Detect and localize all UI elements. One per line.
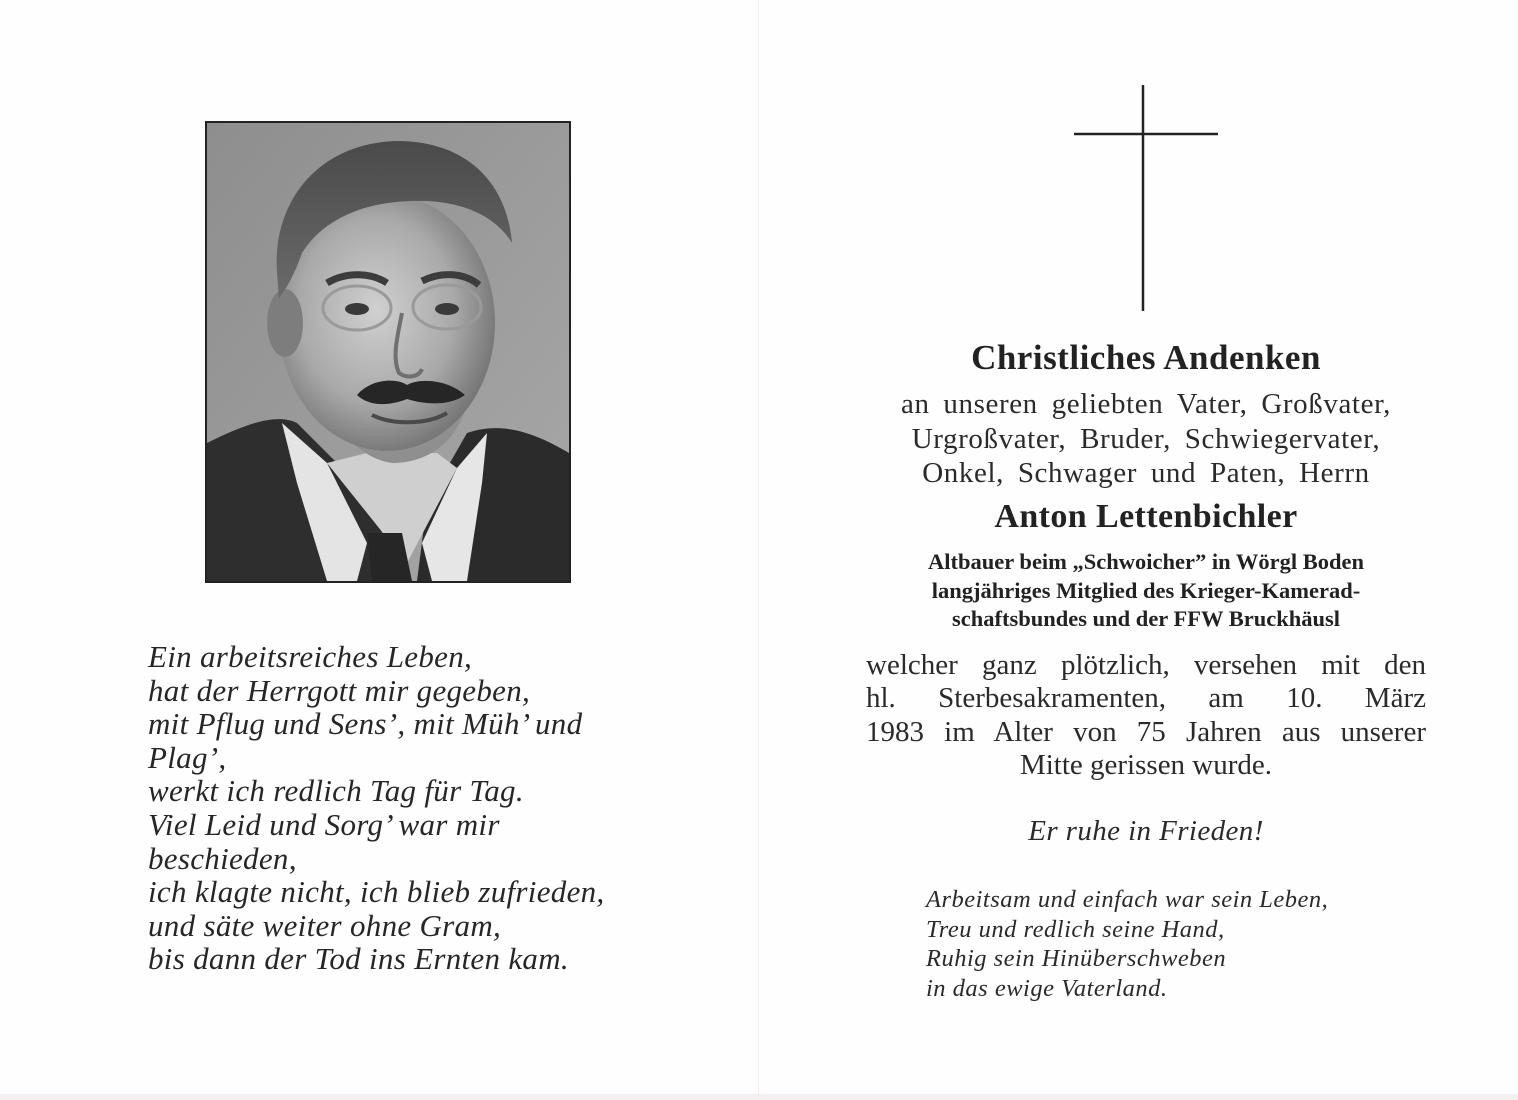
occupation-text [860,548,1432,634]
intro-line: an unseren geliebten Vater, Großvater, [900,388,1392,420]
poem-left-line: Viel Leid und Sorg’ war mir [148,806,500,842]
poem-left-line: und säte weiter ohne Gram, [148,907,502,943]
poem-left-line: hat der Herrgott mir gegeben, [148,672,531,708]
occupation-line: schaftsbundes und der FFW Bruckhäusl [951,606,1341,631]
card-heading: Christliches Andenken [971,338,1321,377]
death-notice-line: welcher ganz plötzlich, versehen mit den [866,649,1426,681]
rest-in-peace: Er ruhe in Frieden! [1028,815,1264,847]
poem-right-line: in das ewige Vaterland. [926,975,1168,1003]
poem-left [148,640,688,976]
poem-left-line: beschieden, [148,840,297,876]
death-notice-line: 1983 im Alter von 75 Jahren aus unserer [866,715,1426,748]
occupation-line: langjähriges Mitglied des Krieger-Kamerad- [931,577,1361,603]
poem-right-line: Arbeitsam und einfach war sein Leben, [926,886,1329,913]
poem-left-line: bis dann der Tod ins Ernten kam. [148,941,569,977]
card-bottom-edge [0,1094,1518,1100]
intro-text [866,387,1426,491]
poem-left-line: ich klagte nicht, ich blieb zufrieden, [148,874,605,910]
poem-left-line: werkt ich redlich Tag für Tag. [148,773,524,809]
death-notice [866,649,1426,783]
poem-right-line: Treu und redlich seine Hand, [926,915,1225,943]
latin-cross-icon [1074,85,1218,311]
intro-line: Onkel, Schwager und Paten, Herrn [922,457,1370,489]
death-notice-line: Mitte gerissen wurde. [1019,749,1273,782]
poem-right [926,885,1446,1004]
portrait-photo [205,121,571,583]
death-notice-line: hl. Sterbesakramenten, am 10. März [866,682,1426,715]
poem-right-line: Ruhig sein Hinüberschweben [926,945,1227,973]
intro-line: Urgroßvater, Bruder, Schwiegervater, [911,422,1381,455]
poem-left-line: mit Pflug und Sens’, mit Müh’ und [148,706,583,742]
deceased-name: Anton Lettenbichler [994,498,1298,535]
card-fold-line [758,0,759,1100]
occupation-line: Altbauer beim „Schwoicher” in Wörgl Boden [927,549,1365,574]
poem-left-line: Ein arbeitsreiches Leben, [148,639,473,674]
poem-left-line: Plag’, [148,739,227,775]
